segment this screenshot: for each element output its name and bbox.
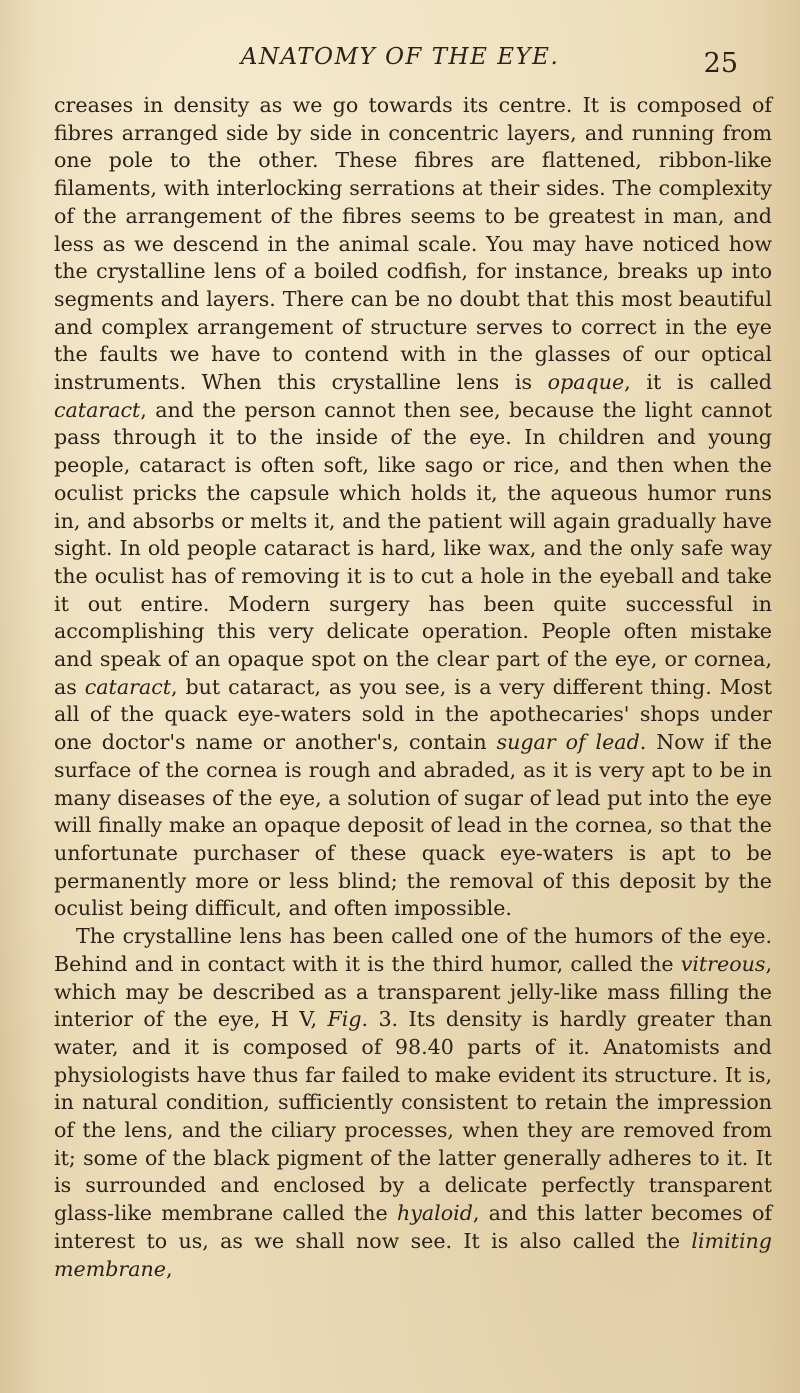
italic-term-fig: Fig [327,1007,362,1032]
italic-term-cataract: cataract [84,674,172,699]
running-head [0,44,800,78]
text-segment: , and this latter becomes of interest to us, as we shall now see. It is also called the [54,1201,773,1253]
body-text [54,92,772,1283]
text-segment: creases in density as we go towards its centre. It is composed of fibres arranged side by side in concentric layers, and running from one pole to the other. These fibres are flattened, ribbon-like filaments, with interlocking serrations at their sides. The complexity of the arrangement of the fibres seems to be greatest in man, and less as we descend in the animal scale. You may have noticed how the crystalline lens of a boiled codfish, for instance, breaks up into segments and layers. There can be no doubt that this most beautiful and complex arrangement of structure serves to correct in the eye the faults we have to contend with in the glasses of our optical instruments. When this crystalline lens is [54,93,772,395]
text-segment: The crystalline lens has been called one of the humors of the eye. Behind and in contact with it is the third humor, called the [54,924,772,976]
text-segment: . 3. Its density is hardly greater than water, and it is composed of 98.40 parts of it. Anatomists and physiologists have thus far failed to make evident its structure. It is, in natural condition, sufficiently consistent to retain the impression of the lens, and the ciliary processes, when they are removed from it; some of the black pigment of the latter generally adheres to it. It is surrounded and enclosed by a delicate perfectly transparent glass-like membrane called the [54,1007,772,1226]
italic-term-opaque: opaque [547,370,625,395]
text-segment: , which may be described as a transparent jelly-like mass filling the interior of the eye, H V, [54,951,772,1032]
text-segment: . Now if the surface of the cornea is rough and abraded, as it is very apt to be in many diseases of the eye, a solution of sugar of lead put into the eye will finally make an opaque deposit of lead in the cornea, so that the unfortunate purchaser of these quack eye-waters is apt to be permanently more or less blind; the removal of this deposit by the oculist being difficult, and often impossible. [54,730,773,921]
page-number: 25 [703,48,738,79]
text-segment: , [166,1256,173,1281]
text-segment: , it is called [624,370,772,395]
text-segment: , but cataract, as you see, is a very different thing. Most all of the quack eye-waters sold in the apothecaries' shops under one doctor's name or another's, contain [54,674,772,755]
paragraph [54,923,772,1283]
italic-term-sugar-of-lead: sugar of lead [496,730,640,755]
italic-term-hyaloid: hyaloid [396,1201,473,1226]
running-title: ANATOMY OF THE EYE. [240,44,560,70]
italic-term-limiting-membrane: limiting membrane [54,1228,772,1281]
italic-term-vitreous: vitreous [680,951,766,976]
paragraph [54,92,772,923]
text-segment: , and the person cannot then see, because the light cannot pass through it to the inside of the eye. In children and young people, cataract is often soft, like sago or rice, and then when the oculist pricks the capsule which holds it, the aqueous humor runs in, and absorbs or melts it, and the patient will again gradually have sight. In old people cataract is hard, like wax, and the only safe way the oculist has of removing it is to cut a hole in the eyeball and take it out entire. Modern surgery has been quite successful in accomplishing this very delicate operation. People often mistake and speak of an opaque spot on the clear part of the eye, or cornea, as [54,397,772,699]
italic-term-cataract: cataract [54,397,141,422]
